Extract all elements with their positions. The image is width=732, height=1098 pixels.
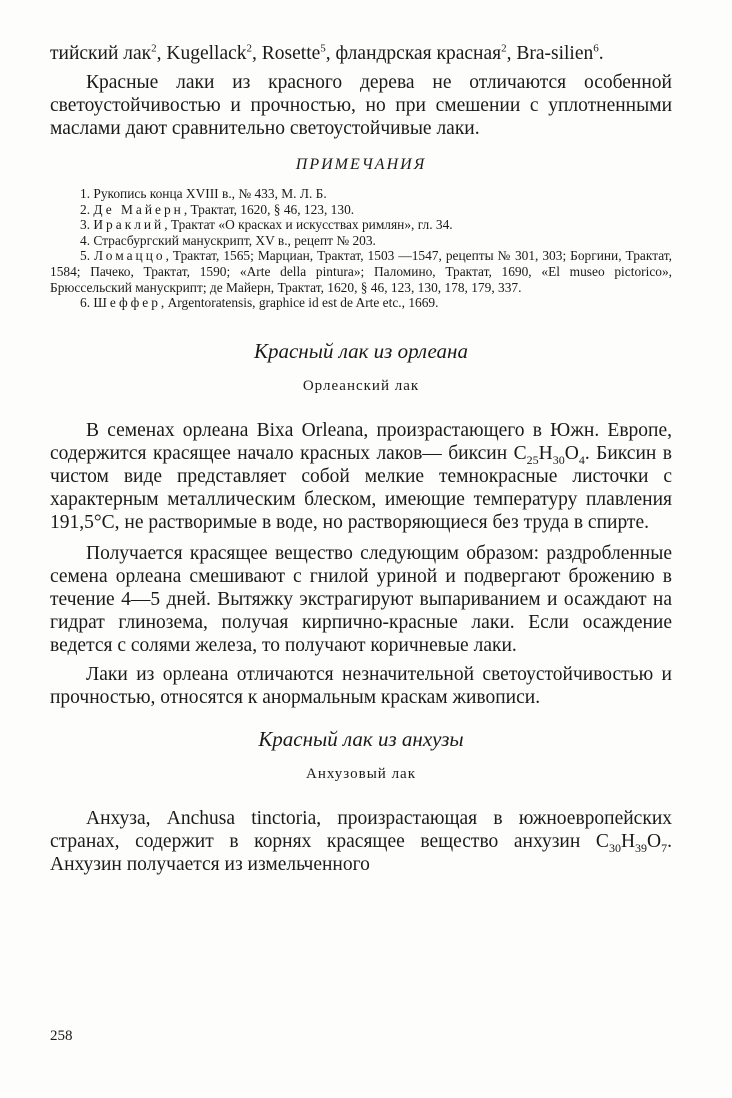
section-title: Красный лак из анхузы: [258, 726, 464, 751]
body-paragraph: В семенах орлеана Bixa Orleana, произрастающего в Южн. Европе, содержится красящее начало красных лаков— биксин $C_{25}H_{30}O_4$. Биксин в чистом виде представляет собой мелкие темнокрасные листочки с характерным металлическим блеском, имеющие температуру плавления 191,5°C, не растворимые в воде, но растворяющиеся без труда в спирте.: [50, 419, 672, 533]
note-item: 5. Ломаццо, Трактат, 1565; Марциан, Трактат, 1503 —1547, рецепты № 301, 303; Боргини, Трактат, 1584; Пачеко, Трактат, 1590; «Arte della pintura»; Паломино, Трактат, 1690, «El museo pictorico», Брюссельский манускрипт; де Майерн, Трактат, 1620, § 46, 123, 130, 178, 179, 337.: [50, 248, 672, 295]
intro-paragraph-continued: тийский лак$^2$, Kugellack$^2$, Rosette$^5$, фландрская красная$^2$, Bra-silien$^6$.: [50, 42, 604, 64]
note-item: 3. Ираклий, Трактат «О красках и искусствах римлян», гл. 34.: [80, 217, 453, 233]
section-subtitle: Анхузовый лак: [306, 765, 416, 782]
note-item: 2. Де Майерн, Трактат, 1620, § 46, 123, 130.: [80, 201, 355, 217]
note-item: 4. Страсбургский манускрипт, XV в., рецепт № 203.: [80, 232, 376, 248]
section-title: Красный лак из орлеана: [254, 338, 468, 363]
page-number: 258: [50, 1028, 73, 1044]
section-subtitle: Орлеанский лак: [302, 377, 420, 394]
body-paragraph: Анхуза, Anchusa tinctoria, произрастающая в южноевропейских странах, содержит в корнях красящее вещество анхузин $C_{30}H_{39}O_7$. Анхузин получается из измельченного: [50, 807, 672, 875]
section-body: [50, 419, 672, 709]
note-item: 6. Шеффер, Argentoratensis, graphice id est de Arte etc., 1669.: [80, 295, 439, 311]
intro-paragraph: Красные лаки из красного дерева не отличаются особенной светоустойчивостью и прочностью, но при смешении с уплотненными маслами дают сравнительно светоустойчивые лаки.: [50, 72, 672, 139]
notes-list: [50, 186, 672, 311]
note-item: 1. Рукопись конца XVIII в., № 433, М. Л. Б.: [80, 186, 327, 201]
body-paragraph: Получается красящее вещество следующим образом: раздробленные семена орлеана смешивают с гнилой уриной и подвергают брожению в течение 4—5 дней. Вытяжку экстрагируют выпариванием и осаждают на гидрат глинозема, получая кирпично-красные лаки. Если осаждение ведется с солями железа, то получают коричневые лаки.: [50, 542, 672, 656]
notes-heading: ПРИМЕЧАНИЯ: [295, 156, 427, 173]
body-paragraph: Лаки из орлеана отличаются незначительной светоустойчивостью и прочностью, относятся к анормальным краскам живописи.: [50, 663, 672, 708]
